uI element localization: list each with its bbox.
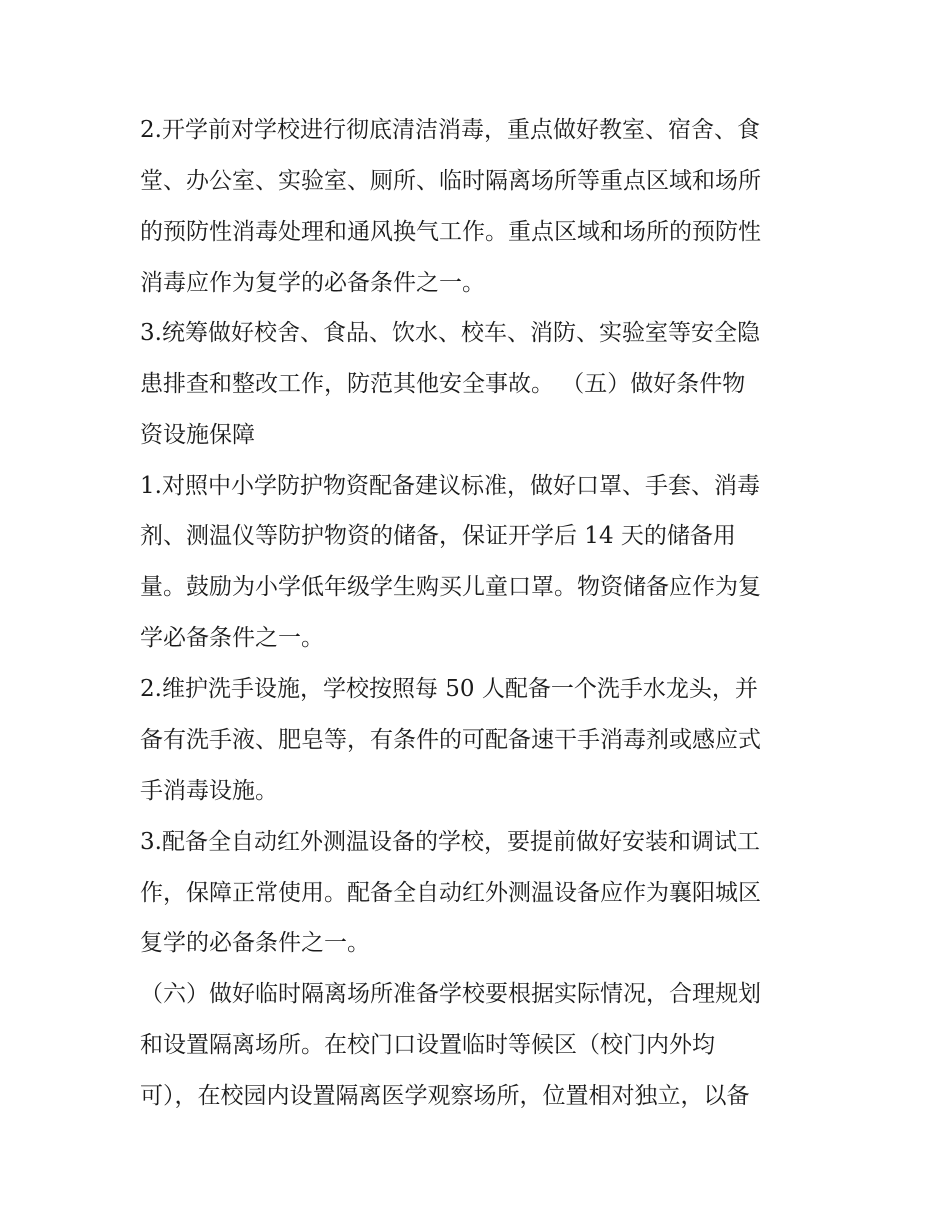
text-line: 手消毒设施。	[140, 778, 278, 804]
text-line: 学必备条件之一。	[140, 625, 324, 651]
text-line: 的预防性消毒处理和通风换气工作。重点区域和场所的预防性	[140, 219, 761, 245]
text-line: 3.配备全自动红外测温设备的学校，要提前做好安装和调试工	[140, 829, 760, 855]
text-line: 3.统筹做好校舍、食品、饮水、校车、消防、实验室等安全隐	[140, 320, 760, 346]
text-line: 消毒应作为复学的必备条件之一。	[140, 270, 485, 296]
text-line: 作，保障正常使用。配备全自动红外测温设备应作为襄阳城区	[140, 880, 761, 906]
text-line: 2.维护洗手设施，学校按照每 50 人配备一个洗手水龙头，并	[140, 676, 758, 702]
text-line: 1.对照中小学防护物资配备建议标准，做好口罩、手套、消毒	[140, 473, 760, 499]
text-line: 可），在校园内设置隔离医学观察场所，位置相对独立，以备	[140, 1083, 750, 1109]
text-line: （六）做好临时隔离场所准备学校要根据实际情况，合理规划	[140, 981, 761, 1007]
text-line: 量。鼓励为小学低年级学生购买儿童口罩。物资储备应作为复	[140, 574, 761, 600]
text-line: 堂、办公室、实验室、厕所、临时隔离场所等重点区域和场所	[140, 168, 761, 194]
text-line: 患排查和整改工作，防范其他安全事故。 （五）做好条件物	[140, 371, 746, 397]
text-line: 2.开学前对学校进行彻底清洁消毒，重点做好教室、宿舍、食	[140, 117, 760, 143]
text-line: 和设置隔离场所。在校门口设置临时等候区（校门内外均	[140, 1032, 715, 1058]
text-line: 备有洗手液、肥皂等，有条件的可配备速干手消毒剂或感应式	[140, 727, 761, 753]
text-line: 资设施保障	[140, 422, 255, 448]
text-line: 剂、测温仪等防护物资的储备，保证开学后 14 天的储备用	[140, 523, 736, 549]
text-line: 复学的必备条件之一。	[140, 930, 370, 956]
